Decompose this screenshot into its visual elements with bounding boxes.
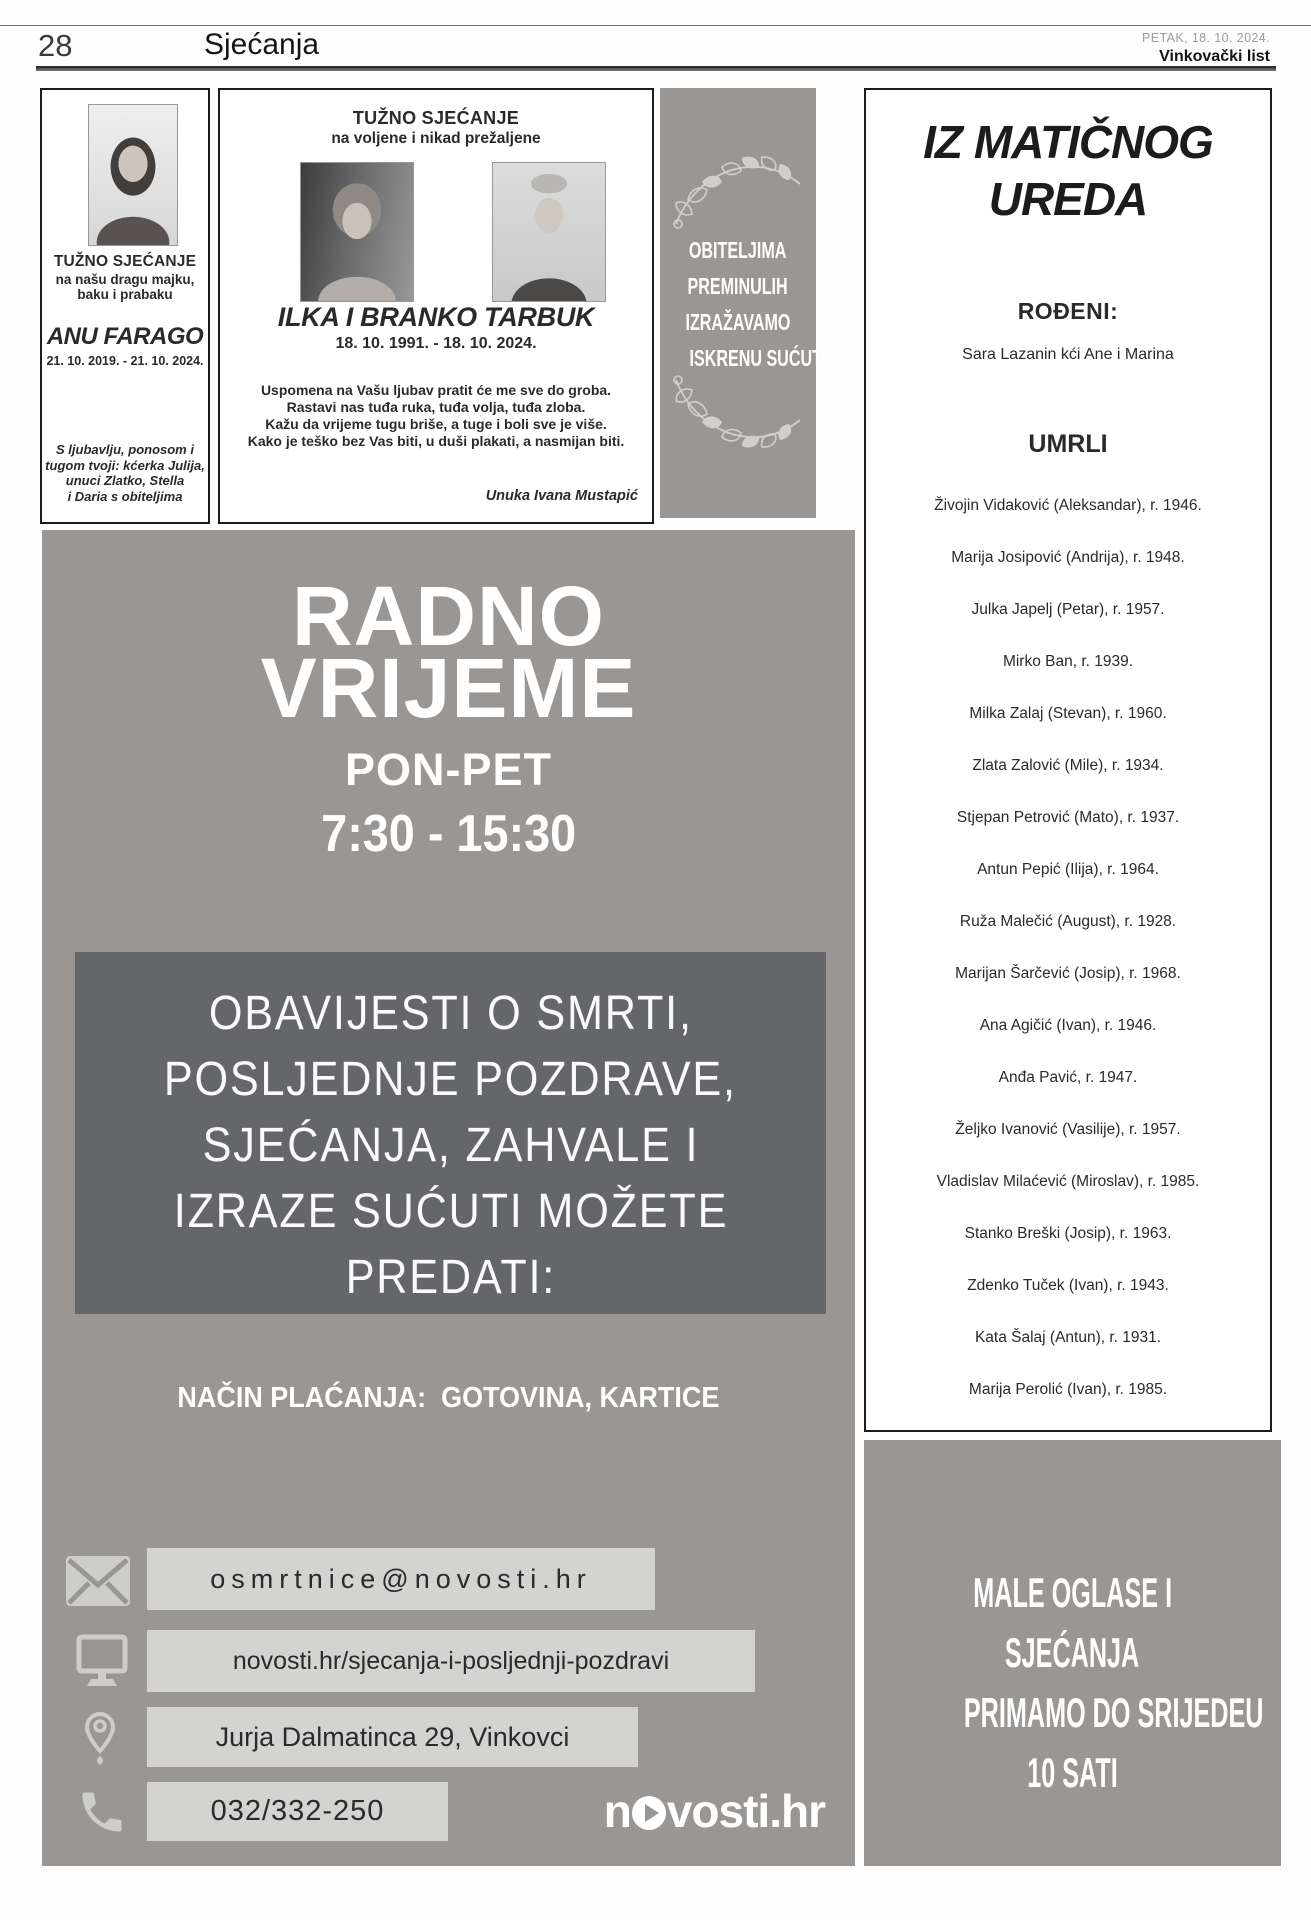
- registry-title-line2: UREDA: [988, 173, 1148, 225]
- email-address: osmrtnice@novosti.hr: [147, 1548, 655, 1610]
- deceased-entry: Stanko Breški (Josip), r. 1963.: [964, 1225, 1172, 1242]
- deceased-entry: Marijan Šarčević (Josip), r. 1968.: [955, 965, 1181, 982]
- family-line: i Daria s obiteljima: [67, 488, 183, 504]
- portrait-photo-ilka: [300, 162, 414, 302]
- leaf-branch-icon: [668, 372, 808, 464]
- section-title: Sjećanja: [204, 28, 320, 61]
- deceased-entry: Marija Josipović (Andrija), r. 1948.: [951, 549, 1185, 566]
- website-url: novosti.hr/sjecanja-i-posljednji-pozdravi: [147, 1630, 755, 1692]
- deceased-entry: Antun Pepić (Ilija), r. 1964.: [977, 861, 1159, 878]
- masthead-info: [1142, 31, 1270, 66]
- working-hours-title-line: VRIJEME: [260, 641, 637, 735]
- deceased-entry: Živojin Vidaković (Aleksandar), r. 1946.: [934, 497, 1202, 514]
- memorial-dedication: na voljene i nikad prežaljene: [331, 130, 541, 147]
- deceased-entry: Zlata Zalović (Mile), r. 1934.: [972, 757, 1164, 774]
- deceased-entry: Vladislav Milaćević (Miroslav), r. 1985.: [936, 1173, 1200, 1190]
- condolence-line: PREMINULIH: [687, 273, 789, 299]
- deceased-entry: Zdenko Tuček (Ivan), r. 1943.: [967, 1277, 1169, 1294]
- deceased-name: ANU FARAGO: [46, 323, 204, 350]
- deceased-entry: Milka Zalaj (Stevan), r. 1960.: [969, 705, 1167, 722]
- deceased-names: ILKA I BRANKO TARBUK: [277, 302, 595, 332]
- office-info-panel: [42, 530, 855, 1866]
- deceased-entry: Mirko Ban, r. 1939.: [1002, 653, 1134, 670]
- deceased-entry: Ana Agičić (Ivan), r. 1946.: [979, 1017, 1157, 1034]
- working-days: PON-PET: [344, 744, 553, 795]
- working-hours: 7:30 - 15:30: [321, 805, 576, 863]
- condolence-line: ISKRENU SUĆUT!: [689, 345, 828, 371]
- deadline-message: [864, 1568, 1281, 1808]
- memorial-dates: 21. 10. 2019. - 21. 10. 2024.: [46, 354, 204, 368]
- deceased-entry: Željko Ivanović (Vasilije), r. 1957.: [955, 1121, 1181, 1138]
- notice-line: IZRAZE SUĆUTI MOŽETE: [173, 1185, 728, 1238]
- notice-line: OBAVIJESTI O SMRTI,: [208, 987, 693, 1040]
- poem-line: Kako je teško bez Vas biti, u duši plakati, a nasmijan biti.: [247, 433, 625, 449]
- deadline-line: MALE OGLASE I: [973, 1569, 1172, 1616]
- deceased-entry: Ruža Malečić (August), r. 1928.: [959, 913, 1177, 930]
- header-rule: [36, 66, 1276, 71]
- deceased-entry: Kata Šalaj (Antun), r. 1931.: [974, 1329, 1162, 1346]
- location-pin-icon: [84, 1711, 116, 1767]
- memorial-dates: 18. 10. 1991. - 18. 10. 2024.: [335, 335, 537, 352]
- deadline-line: 10 SATI: [1027, 1749, 1118, 1796]
- registry-title-line1: IZ MATIČNOG: [923, 116, 1213, 168]
- phone-icon: [76, 1786, 128, 1838]
- novosti-logo: n vosti.hr: [603, 1785, 825, 1837]
- submission-notice-box: [75, 952, 826, 1314]
- play-icon: [632, 1796, 666, 1830]
- registry-box: [864, 88, 1272, 1432]
- memorial-signature: Unuka Ivana Mustapić: [485, 488, 638, 504]
- poem-line: Uspomena na Vašu ljubav pratit će me sve do groba.: [260, 382, 612, 398]
- deceased-entry: Stjepan Petrović (Mato), r. 1937.: [956, 809, 1180, 826]
- envelope-icon: [66, 1556, 130, 1606]
- working-hours-title: [42, 569, 855, 735]
- registry-title: [866, 114, 1270, 228]
- family-line: unuci Zlatko, Stella: [65, 473, 185, 488]
- notice-line: SJEĆANJA, ZAHVALE I: [202, 1119, 699, 1172]
- page-number: 28: [38, 28, 73, 63]
- working-hours-title-line: RADNO: [292, 569, 605, 663]
- condolence-box: [660, 88, 828, 518]
- deadline-line: PRIMAMO DO SRIJEDEU: [963, 1689, 1264, 1736]
- deceased-entry: Julka Japelj (Petar), r. 1957.: [971, 601, 1165, 618]
- dedication-line: baku i prabaku: [77, 287, 173, 302]
- deceased-entry: Marija Perolić (Ivan), r. 1985.: [968, 1381, 1168, 1398]
- deceased-heading: UMRLI: [1028, 430, 1108, 458]
- memorial-notice-tarbuk: [218, 88, 654, 524]
- memorial-poem: [220, 382, 652, 450]
- issue-date: PETAK, 18. 10. 2024.: [1142, 31, 1270, 45]
- born-heading: ROĐENI:: [1017, 298, 1119, 324]
- monitor-icon: [76, 1634, 128, 1690]
- payment-methods: NAČIN PLAĆANJA: GOTOVINA, KARTICE: [177, 1382, 720, 1414]
- portrait-photo-branko: [492, 162, 606, 302]
- family-line: tugom tvoji: kćerka Julija,: [45, 457, 205, 473]
- memorial-kind-title: TUŽNO SJEĆANJE: [53, 253, 197, 270]
- deadline-line: SJEĆANJA: [1005, 1629, 1140, 1676]
- notice-line: POSLJEDNJE POZDRAVE,: [164, 1053, 737, 1106]
- street-address: Jurja Dalmatinca 29, Vinkovci: [147, 1707, 638, 1767]
- deadline-box: [864, 1440, 1281, 1866]
- poem-line: Kažu da vrijeme tugu briše, a tuge i boli sve je više.: [265, 416, 607, 432]
- poem-line: Rastavi nas tuđa ruka, tuđa volja, tuđa zloba.: [286, 399, 586, 415]
- submission-notice: [75, 952, 826, 1316]
- publication-name: Vinkovački list: [1159, 48, 1270, 65]
- notice-line: PREDATI:: [345, 1251, 556, 1304]
- memorial-dedication: [42, 272, 208, 302]
- family-line: S ljubavlju, ponosom i: [56, 442, 194, 457]
- leaf-branch-icon: [668, 140, 808, 232]
- deceased-list: [866, 480, 1270, 1416]
- dedication-line: na našu dragu majku,: [55, 272, 195, 287]
- phone-number: 032/332-250: [147, 1782, 448, 1841]
- condolence-line: OBITELJIMA: [689, 237, 787, 263]
- memorial-kind-title: TUŽNO SJEĆANJE: [352, 108, 520, 128]
- page-top-rule: [0, 25, 1311, 26]
- born-entry: Sara Lazanin kći Ane i Marina: [962, 346, 1174, 363]
- condolence-message: [660, 234, 828, 378]
- family-signature: [42, 442, 208, 504]
- memorial-notice-farago: [40, 88, 210, 524]
- portrait-photo-anu-farago: [88, 104, 178, 246]
- deceased-entry: Anđa Pavić, r. 1947.: [998, 1069, 1138, 1086]
- condolence-line: IZRAŽAVAMO: [685, 309, 791, 335]
